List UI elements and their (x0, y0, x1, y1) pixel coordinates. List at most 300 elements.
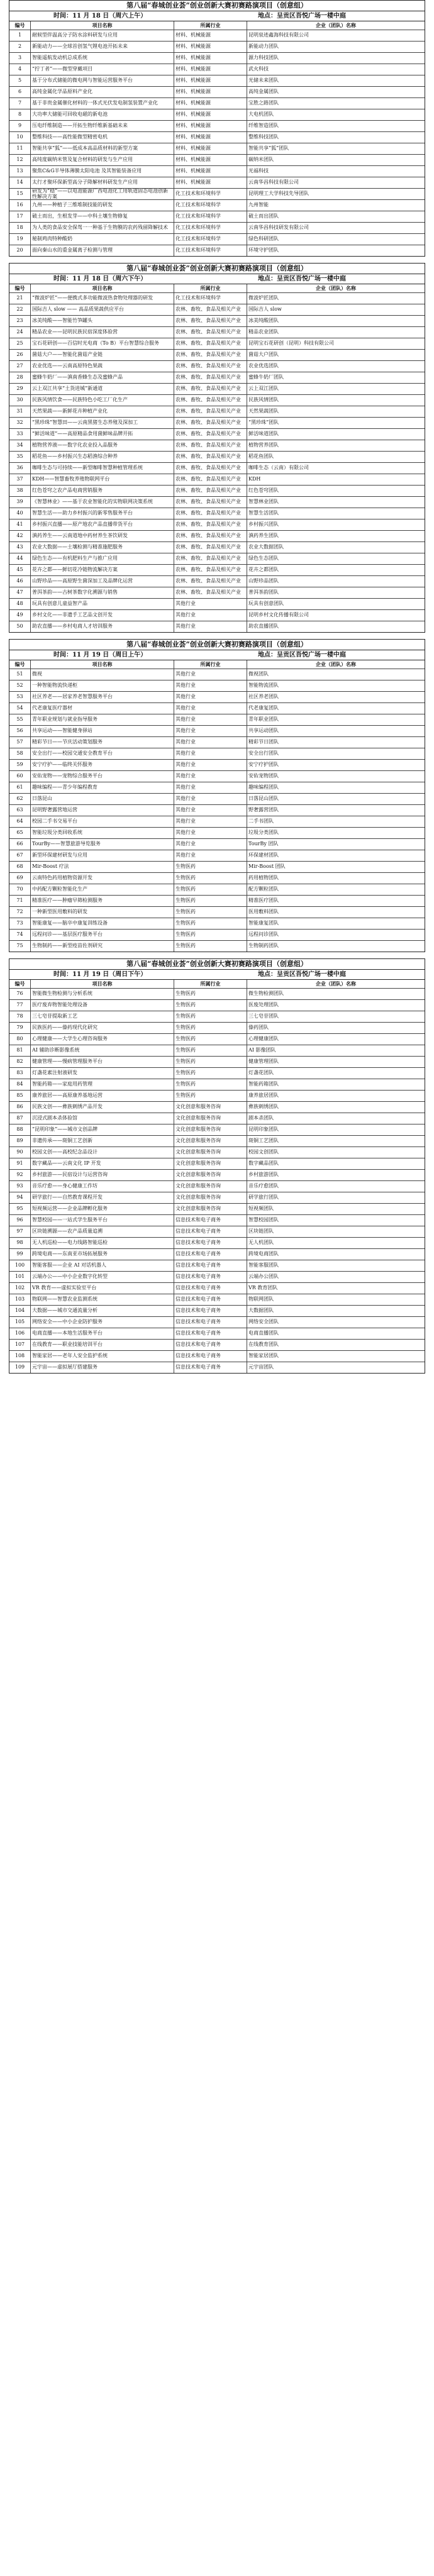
cell-industry: 生物医药 (174, 1057, 247, 1067)
cell-industry: 文化创意和服务咨询 (174, 1181, 247, 1192)
table-row (9, 587, 425, 599)
cell-number: 18 (9, 223, 31, 233)
table-row (9, 223, 425, 234)
table-row (9, 692, 425, 703)
cell-industry: 生物医药 (174, 896, 247, 906)
cell-industry: 文化创意和服务咨询 (174, 1192, 247, 1203)
cell-organization: 精准医疗团队 (248, 897, 279, 904)
cell-industry: 农林、畜牧、食品及相关产业 (174, 361, 247, 372)
table-row (9, 1124, 425, 1136)
cell-industry: 其他行业 (174, 599, 247, 609)
cell-industry: 其他行业 (174, 692, 247, 702)
cell-industry: 生物医药 (174, 1034, 247, 1045)
cell-organization: “黑珍珠”团队 (248, 419, 279, 426)
cell-number: 13 (9, 166, 31, 177)
cell-organization: TourBy 团队 (248, 841, 279, 847)
cell-project-name: 高纯度碳纳米管及复合材料的研发与生产应用 (31, 155, 174, 165)
cell-organization: 微视团队 (248, 671, 269, 677)
cell-organization: 在线教育团队 (248, 1341, 279, 1348)
header-project-name: 项目名称 (31, 980, 174, 988)
cell-number: 34 (9, 440, 31, 451)
cell-project-name: 智慧校园——一站式学生服务平台 (31, 1215, 174, 1226)
cell-number: 92 (9, 1170, 31, 1180)
cell-number: 31 (9, 406, 31, 417)
table-row (9, 372, 425, 384)
cell-project-name: 为人类的食品安全保驾一一种基于生物膜的农药残留降解技术 (31, 223, 174, 233)
table-row (9, 989, 425, 1000)
cell-number: 80 (9, 1034, 31, 1045)
cell-number: 75 (9, 941, 31, 952)
cell-organization: 校园文创团队 (248, 1149, 279, 1155)
cell-industry: 材料、机械能源 (174, 166, 247, 177)
table-row (9, 839, 425, 850)
cell-organization: 农业大数据团队 (248, 544, 284, 550)
cell-project-name: 花卉之都——鲜切花冷链物流解决方案 (31, 565, 174, 575)
table-row (9, 1136, 425, 1147)
schedule-section (9, 639, 425, 952)
cell-number: 55 (9, 714, 31, 725)
cell-project-name: 智能遥航发动机总成系统 (31, 53, 174, 64)
cell-industry: 信息技术和电子商务 (174, 1294, 247, 1305)
cell-organization: 玩具有创意团队 (248, 601, 284, 607)
cell-project-name: 秘制鸡肉特种酸奶 (31, 234, 174, 245)
table-row (9, 1317, 425, 1328)
cell-project-name: 在线教育——职业技能培训平台 (31, 1340, 174, 1350)
cell-industry: 信息技术和电子商务 (174, 1328, 247, 1339)
cell-industry: 化工技术和环境科学 (174, 211, 247, 222)
cell-number: 88 (9, 1124, 31, 1135)
cell-project-name: 趣味编程——青少年编程教育 (31, 782, 174, 793)
cell-organization: 微波炉匠团队 (248, 295, 279, 301)
table-row (9, 1362, 425, 1373)
cell-number: 85 (9, 1091, 31, 1101)
cell-industry: 信息技术和电子商务 (174, 1272, 247, 1282)
cell-number: 58 (9, 748, 31, 759)
cell-project-name: 校园二手书交易平台 (31, 816, 174, 827)
cell-organization: 跨境电商团队 (248, 1251, 279, 1257)
cell-industry: 生物医药 (174, 884, 247, 895)
table-header (9, 980, 425, 989)
cell-organization: 灯盏花团队 (248, 1070, 274, 1076)
table-row (9, 361, 425, 372)
table-row (9, 245, 425, 256)
cell-industry: 其他行业 (174, 621, 247, 632)
cell-industry: 其他行业 (174, 680, 247, 691)
cell-organization: Mir-Boost 团队 (248, 863, 286, 870)
cell-number: 43 (9, 542, 31, 553)
table-row (9, 1011, 425, 1023)
cell-organization: 光福科技 (248, 168, 269, 174)
cell-industry: 生物医药 (174, 989, 247, 999)
cell-organization: 普洱茶韵团队 (248, 589, 279, 596)
cell-project-name: 社区养老——居家养老智慧服务平台 (31, 692, 174, 702)
cell-number: 71 (9, 896, 31, 906)
cell-project-name: 电商直播——本地生活服务平台 (31, 1328, 174, 1339)
cell-industry: 材料、机械能源 (174, 64, 247, 75)
cell-industry: 农林、畜牧、食品及相关产业 (174, 304, 247, 315)
cell-number: 4 (9, 64, 31, 75)
table-row (9, 53, 425, 64)
cell-number: 17 (9, 211, 31, 222)
cell-project-name: 代老康复医疗器材 (31, 703, 174, 714)
cell-project-name: 远程问诊——基层医疗服务平台 (31, 930, 174, 940)
table-row (9, 771, 425, 782)
cell-industry: 生物医药 (174, 1011, 247, 1022)
cell-organization: 咖啡生态（云南）有限公司 (248, 465, 309, 471)
cell-number: 35 (9, 452, 31, 462)
table-row (9, 1351, 425, 1362)
cell-project-name: 日落昆山 (31, 794, 174, 804)
table-row (9, 794, 425, 805)
cell-organization: 社区养老团队 (248, 694, 279, 700)
cell-industry: 材料、机械能源 (174, 42, 247, 52)
table-row (9, 1260, 425, 1272)
cell-organization: 新能动力团队 (248, 43, 279, 50)
section-title: 第八届“春城创业荟”创业创新大赛初赛路演项目（创意组） (9, 264, 425, 274)
table-row (9, 1158, 425, 1170)
cell-industry: 材料、机械能源 (174, 143, 247, 154)
cell-industry: 信息技术和电子商务 (174, 1226, 247, 1237)
table-row (9, 714, 425, 726)
cell-industry: 化工技术和环境科学 (174, 245, 247, 256)
cell-industry: 信息技术和电子商务 (174, 1306, 247, 1316)
table-row (9, 30, 425, 42)
header-industry: 所属行业 (174, 660, 247, 669)
section-gap (0, 633, 434, 639)
cell-number: 62 (9, 794, 31, 804)
cell-project-name: 聚焦C&G半导体薄膜太阳电池 及其智能装备应用 (31, 166, 174, 177)
cell-organization: 源力科技团队 (248, 55, 279, 61)
cell-number: 5 (9, 75, 31, 86)
table-row (9, 75, 425, 87)
table-row (9, 109, 425, 121)
table-row (9, 87, 425, 98)
cell-industry: 信息技术和电子商务 (174, 1362, 247, 1373)
cell-number: 2 (9, 42, 31, 52)
cell-project-name: 压电纤维制造——开拓生物纤维新基础未来 (31, 121, 174, 131)
header-industry: 所属行业 (174, 980, 247, 988)
table-row (9, 553, 425, 565)
cell-organization: 山野珍品团队 (248, 578, 279, 584)
section-place: 地点：呈贡区吾悦广场一楼中庭 (258, 652, 346, 658)
cell-project-name: 校园文创——高校纪念品设计 (31, 1147, 174, 1158)
cell-industry: 文化创意和服务咨询 (174, 1124, 247, 1135)
cell-project-name: 新型环保建材研发与应用 (31, 850, 174, 861)
cell-industry: 农林、畜牧、食品及相关产业 (174, 474, 247, 485)
cell-organization: 助农直播团队 (248, 623, 279, 630)
cell-project-name: 云上双江共享“土货进城”新通道 (31, 384, 174, 394)
cell-number: 61 (9, 782, 31, 793)
cell-organization: 智慧生活团队 (248, 510, 279, 516)
table-row (9, 42, 425, 53)
table-row (9, 703, 425, 714)
section-place: 地点：呈贡区吾悦广场一楼中庭 (258, 275, 346, 282)
cell-industry: 生物医药 (174, 1068, 247, 1079)
cell-organization: 生物制药团队 (248, 943, 279, 949)
cell-industry: 农林、畜牧、食品及相关产业 (174, 486, 247, 496)
section-title: 第八届“春城创业荟”创业创新大赛初赛路演项目（创意组） (9, 959, 425, 970)
cell-organization: 高纯金属团队 (248, 89, 279, 95)
section-title: 第八届“春城创业荟”创业创新大赛初赛路演项目（创意组） (9, 640, 425, 650)
table-row (9, 1034, 425, 1045)
table-row (9, 1272, 425, 1283)
cell-industry: 信息技术和电子商务 (174, 1249, 247, 1260)
table-row (9, 384, 425, 395)
cell-organization: 康养旅居团队 (248, 1092, 279, 1099)
cell-industry: 文化创意和服务咨询 (174, 1170, 247, 1180)
cell-project-name: 普洱茶韵——古树茶数字化溯源与销售 (31, 587, 174, 598)
header-number: 编号 (9, 284, 31, 292)
table-row (9, 497, 425, 508)
cell-number: 29 (9, 384, 31, 394)
cell-industry: 文化创意和服务咨询 (174, 1204, 247, 1214)
cell-project-name: Mir-Boost 疗法 (31, 862, 174, 872)
cell-project-name: 滇药养生——云南道地中药材养生茶饮研发 (31, 531, 174, 541)
cell-industry: 文化创意和服务咨询 (174, 1147, 247, 1158)
cell-industry: 农林、畜牧、食品及相关产业 (174, 497, 247, 508)
cell-project-name: 咖啡生态与可持续——新型咖啡智慧种植管理系统 (31, 463, 174, 474)
cell-organization: 农业优选团队 (248, 363, 279, 369)
cell-project-name: 研学旅行——自然教育课程开发 (31, 1192, 174, 1203)
schedule-section (9, 263, 425, 633)
cell-project-name: 太行才聚环保新型高分子降解材料研发生产应用 (31, 177, 174, 188)
table-row (9, 155, 425, 166)
cell-number: 108 (9, 1351, 31, 1362)
cell-number: 66 (9, 839, 31, 850)
cell-industry: 其他行业 (174, 850, 247, 861)
cell-project-name: 沉浸式剧本杀体验馆 (31, 1113, 174, 1124)
cell-project-name: 生物制药——新型疫苗佐剂研究 (31, 941, 174, 952)
cell-organization: 宝胜之路团队 (248, 100, 279, 106)
cell-project-name: 高纯金属化学品原料产业化 (31, 87, 174, 97)
table-row (9, 519, 425, 531)
cell-number: 48 (9, 599, 31, 609)
cell-project-name: 《智慧林业》——基于农业智能化的实物联网决策系统 (31, 497, 174, 508)
cell-organization: 蜜蜂牛奶厂团队 (248, 374, 284, 380)
cell-industry: 化工技术和环境科学 (174, 234, 247, 245)
cell-organization: 昆明印象团队 (248, 1126, 279, 1133)
cell-project-name: 大数据——城市交通流量分析 (31, 1306, 174, 1316)
cell-industry: 其他行业 (174, 737, 247, 748)
cell-number: 37 (9, 474, 31, 485)
cell-number: 33 (9, 429, 31, 440)
cell-project-name: 康养旅居——高原康养基地运营 (31, 1091, 174, 1101)
cell-number: 69 (9, 873, 31, 884)
cell-industry: 农林、畜牧、食品及相关产业 (174, 384, 247, 394)
table-row (9, 1238, 425, 1249)
cell-industry: 生物医药 (174, 862, 247, 872)
cell-number: 81 (9, 1045, 31, 1056)
table-row (9, 884, 425, 896)
cell-project-name: 国际吉人 slow —— 高品质果蔬供应平台 (31, 304, 174, 315)
cell-organization: 日落昆山团队 (248, 796, 279, 802)
table-header (9, 660, 425, 669)
section-place: 地点：呈贡区吾悦广场一楼中庭 (258, 13, 346, 19)
cell-industry: 农林、畜牧、食品及相关产业 (174, 531, 247, 541)
cell-organization: 花卉之都团队 (248, 567, 279, 573)
table-row (9, 1215, 425, 1226)
header-industry: 所属行业 (174, 21, 247, 30)
table-row (9, 1181, 425, 1192)
cell-organization: 整维科技团队 (248, 134, 279, 140)
cell-industry: 生物医药 (174, 1000, 247, 1011)
cell-number: 101 (9, 1272, 31, 1282)
cell-organization: 心理健康团队 (248, 1036, 279, 1042)
section-subheader (9, 11, 425, 21)
cell-organization: 环境守护团队 (248, 247, 279, 253)
table-row (9, 805, 425, 816)
table-row (9, 542, 425, 553)
cell-number: 93 (9, 1181, 31, 1192)
cell-number: 73 (9, 918, 31, 929)
table-row (9, 576, 425, 587)
cell-number: 26 (9, 350, 31, 360)
cell-project-name: 基于非贵金属催化材料的一体式光伏发电制氢装置产业化 (31, 98, 174, 109)
cell-organization: 医废处理团队 (248, 1002, 279, 1008)
cell-organization: 破土而出团队 (248, 213, 279, 219)
cell-project-name: 一种新型医用敷料的研发 (31, 907, 174, 918)
cell-number: 21 (9, 293, 31, 304)
cell-industry: 文化创意和服务咨询 (174, 1158, 247, 1169)
cell-number: 1 (9, 30, 31, 41)
cell-organization: 二手书团队 (248, 818, 274, 824)
cell-project-name: VR 教育——虚拟实验室平台 (31, 1283, 174, 1294)
cell-project-name: 精彩节日——节庆活动策划服务 (31, 737, 174, 748)
table-row (9, 565, 425, 576)
cell-organization: 乡村振兴团队 (248, 521, 279, 528)
cell-industry: 其他行业 (174, 805, 247, 816)
cell-number: 25 (9, 338, 31, 349)
cell-number: 89 (9, 1136, 31, 1146)
cell-industry: 其他行业 (174, 782, 247, 793)
cell-project-name: 智能家居——老年人安全监护系统 (31, 1351, 174, 1362)
cell-organization: 民族风情团队 (248, 397, 279, 403)
cell-project-name: KDH——智慧畜牧养殖物联网平台 (31, 474, 174, 485)
cell-organization: 智能家居团队 (248, 1353, 279, 1359)
table-row (9, 828, 425, 839)
cell-project-name: 助农直播——乡村电商人才培训服务 (31, 621, 174, 632)
cell-industry: 其他行业 (174, 714, 247, 725)
cell-project-name: 新能动力——全球首创氢气锂电池开拓未来 (31, 42, 174, 52)
cell-project-name: 昆明野奢露营地运营 (31, 805, 174, 816)
cell-project-name: 绿色生态——有机肥料生产与推广应用 (31, 553, 174, 564)
cell-number: 47 (9, 587, 31, 598)
cell-project-name: 青年职业规划与就业指导服务 (31, 714, 174, 725)
table-row (9, 1294, 425, 1306)
cell-organization: 斑铜工艺团队 (248, 1138, 279, 1144)
cell-number: 96 (9, 1215, 31, 1226)
cell-project-name: 智能康复——脑卒中康复训练设备 (31, 918, 174, 929)
cell-industry: 农林、畜牧、食品及相关产业 (174, 587, 247, 598)
cell-number: 20 (9, 245, 31, 256)
cell-project-name: 农业优选——云南高原特色果蔬 (31, 361, 174, 372)
cell-project-name: 微视 (31, 669, 174, 680)
table-row (9, 1113, 425, 1124)
cell-industry: 材料、机械能源 (174, 132, 247, 143)
header-organization: 企业（团队）名称 (316, 980, 356, 987)
header-number: 编号 (9, 660, 31, 669)
cell-industry: 其他行业 (174, 794, 247, 804)
cell-industry: 生物医药 (174, 1045, 247, 1056)
cell-industry: 信息技术和电子商务 (174, 1351, 247, 1362)
cell-industry: 其他行业 (174, 760, 247, 770)
cell-project-name: 智能共享“狐”——低成本高品质材料的新型方案 (31, 143, 174, 154)
header-organization: 企业（团队）名称 (316, 661, 356, 667)
table-row (9, 862, 425, 873)
table-row (9, 463, 425, 474)
cell-industry: 文化创意和服务咨询 (174, 1136, 247, 1146)
cell-industry: 生物医药 (174, 1023, 247, 1033)
cell-number: 36 (9, 463, 31, 474)
cell-number: 49 (9, 610, 31, 621)
schedule-section (9, 0, 425, 257)
table-row (9, 1045, 425, 1057)
cell-organization: 国际吉人 slow (248, 306, 282, 313)
cell-number: 100 (9, 1260, 31, 1271)
cell-number: 94 (9, 1192, 31, 1203)
cell-industry: 材料、机械能源 (174, 30, 247, 41)
header-project-name: 项目名称 (31, 660, 174, 669)
cell-industry: 农林、畜牧、食品及相关产业 (174, 452, 247, 462)
table-row (9, 1170, 425, 1181)
cell-number: 65 (9, 828, 31, 838)
cell-organization: 昆明泉迹鑫海科技有限公司 (248, 32, 309, 38)
cell-project-name: 医疗废弃物智能处理设备 (31, 1000, 174, 1011)
cell-industry: 其他行业 (174, 771, 247, 782)
cell-organization: 稻花鱼团队 (248, 453, 274, 460)
table-row (9, 1000, 425, 1011)
cell-industry: 材料、机械能源 (174, 121, 247, 131)
table-row (9, 338, 425, 350)
cell-organization: 绿色科研团队 (248, 236, 279, 242)
cell-number: 28 (9, 372, 31, 383)
cell-project-name: 农业大数据——土壤检测与精准施肥服务 (31, 542, 174, 553)
table-row (9, 1204, 425, 1215)
table-row (9, 918, 425, 930)
cell-project-name: 灯盏花素注射液研发 (31, 1068, 174, 1079)
cell-organization: 大数据团队 (248, 1307, 274, 1314)
section-time: 时间：11 月 19 日（周日上午） (53, 652, 147, 658)
cell-number: 6 (9, 87, 31, 97)
cell-organization: 医用敷料团队 (248, 909, 279, 915)
cell-project-name: 乡村旅游——民宿设计与运营咨询 (31, 1170, 174, 1180)
cell-industry: 化工技术和环境科学 (174, 223, 247, 233)
cell-project-name: 山野珍品——高原野生菌深加工及品牌化运营 (31, 576, 174, 587)
table-row (9, 680, 425, 692)
cell-project-name: 民族医药——傣药现代化研究 (31, 1023, 174, 1033)
header-organization: 企业（团队）名称 (316, 22, 356, 28)
cell-project-name: “鲜活味道”——高原精品食用菌鲜味品牌开拓 (31, 429, 174, 440)
cell-project-name: 跨境电商——东南亚市场拓展服务 (31, 1249, 174, 1260)
section-time: 时间：11 月 19 日（周日下午） (53, 971, 147, 978)
cell-project-name: 中药配方颗粒智能化生产 (31, 884, 174, 895)
table-row (9, 1249, 425, 1260)
cell-organization: 云南华昌科技有限公司 (248, 179, 299, 186)
table-row (9, 166, 425, 177)
cell-industry: 其他行业 (174, 610, 247, 621)
cell-number: 91 (9, 1158, 31, 1169)
table-row (9, 316, 425, 327)
cell-project-name: 云南特色药用植物资源开发 (31, 873, 174, 884)
cell-organization: 智慧校园团队 (248, 1217, 279, 1223)
cell-organization: 昆明宝石花研创（昆明）科技有限公司 (248, 340, 334, 347)
cell-number: 38 (9, 486, 31, 496)
cell-project-name: 智能药箱——家庭用药管理 (31, 1079, 174, 1090)
cell-number: 77 (9, 1000, 31, 1011)
cell-number: 59 (9, 760, 31, 770)
header-industry: 所属行业 (174, 284, 247, 292)
cell-number: 82 (9, 1057, 31, 1067)
